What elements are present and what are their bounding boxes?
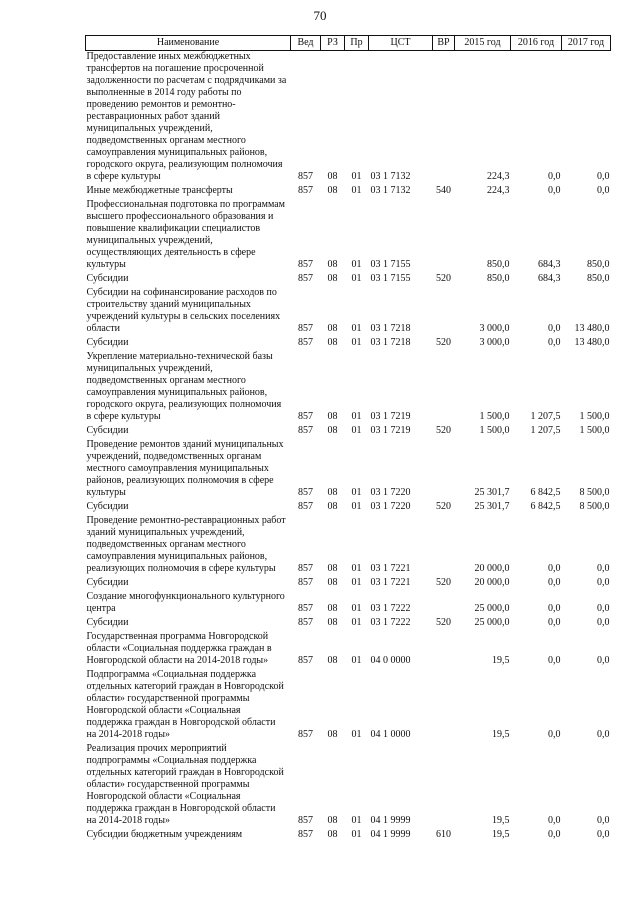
cell-2017: 0,0 — [597, 617, 610, 628]
cell-cst: 03 1 7219 — [370, 411, 411, 422]
cell-2015: 224,3 — [487, 171, 510, 182]
cell-vr: 520 — [436, 425, 451, 436]
cell-2016: 684,3 — [538, 259, 561, 270]
cell-2015: 3 000,0 — [479, 323, 510, 334]
cell-cst: 04 1 0000 — [370, 729, 411, 740]
cell-2017: 0,0 — [597, 185, 610, 196]
cell-2016: 0,0 — [548, 729, 561, 740]
cell-pr: 01 — [351, 487, 362, 498]
cell-2017: 0,0 — [597, 815, 610, 826]
cell-vr: 610 — [436, 829, 451, 840]
cell-rz: 08 — [327, 259, 338, 270]
cell-2017: 0,0 — [597, 829, 610, 840]
header-cst: ЦСТ — [369, 36, 433, 51]
cell-rz: 08 — [327, 729, 338, 740]
cell-2015: 850,0 — [487, 273, 510, 284]
table-row — [86, 351, 611, 425]
cell-2017: 850,0 — [587, 273, 610, 284]
cell-2015: 25 301,7 — [474, 501, 510, 512]
cell-2016: 0,0 — [548, 171, 561, 182]
cell-ved: 857 — [298, 563, 313, 574]
cell-2015: 850,0 — [487, 259, 510, 270]
cell-2017: 0,0 — [597, 655, 610, 666]
cell-cst: 03 1 7222 — [370, 617, 411, 628]
cell-name: Проведение ремонтно-реставрационных работ зданий муниципальных учреждений, подведомственных органам местного самоуправления муниципальных районов, реализующих полномочия в сфере культуры — [86, 515, 286, 574]
cell-rz: 08 — [327, 815, 338, 826]
cell-vr — [433, 287, 455, 337]
cell-ved: 857 — [298, 185, 313, 196]
cell-name: Создание многофункционального культурного центра — [86, 591, 285, 614]
cell-2016: 0,0 — [548, 829, 561, 840]
cell-vr: 540 — [436, 185, 451, 196]
cell-cst: 04 0 0000 — [370, 655, 411, 666]
cell-vr: 520 — [436, 273, 451, 284]
table-body — [86, 51, 611, 844]
cell-name: Субсидии — [86, 273, 129, 284]
table-row — [86, 669, 611, 743]
cell-2016: 0,0 — [548, 323, 561, 334]
cell-ved: 857 — [298, 337, 313, 348]
cell-name: Субсидии — [86, 577, 129, 588]
cell-2015: 19,5 — [492, 829, 510, 840]
header-2017: 2017 год — [562, 36, 611, 51]
cell-vr: 520 — [436, 337, 451, 348]
cell-2015: 25 000,0 — [474, 603, 510, 614]
cell-2017: 0,0 — [597, 577, 610, 588]
cell-2016: 0,0 — [548, 815, 561, 826]
cell-name: Профессиональная подготовка по программам высшего профессионального образования и повышение квалификации специалистов муниципальных учреждений, осуществляющих деятельность в сфере культуры — [86, 199, 286, 270]
cell-rz: 08 — [327, 829, 338, 840]
header-name: Наименование — [86, 36, 291, 51]
cell-ved: 857 — [298, 617, 313, 628]
page-number: 70 — [313, 8, 327, 23]
cell-2016: 6 842,5 — [530, 487, 561, 498]
cell-ved: 857 — [298, 411, 313, 422]
cell-ved: 857 — [298, 815, 313, 826]
cell-name: Иные межбюджетные трансферты — [86, 185, 233, 196]
cell-cst: 03 1 7132 — [370, 171, 411, 182]
cell-name: Государственная программа Новгородской области «Социальная поддержка граждан в Новгородской области на 2014-2018 годы» — [86, 631, 272, 666]
cell-cst: 03 1 7220 — [370, 501, 411, 512]
cell-pr: 01 — [351, 273, 362, 284]
cell-ved: 857 — [298, 603, 313, 614]
cell-pr: 01 — [351, 655, 362, 666]
cell-pr: 01 — [351, 501, 362, 512]
cell-ved: 857 — [298, 273, 313, 284]
cell-rz: 08 — [327, 185, 338, 196]
cell-2015: 25 301,7 — [474, 487, 510, 498]
cell-rz: 08 — [327, 273, 338, 284]
cell-name: Субсидии — [86, 501, 129, 512]
table-row — [86, 631, 611, 669]
cell-2017: 0,0 — [597, 729, 610, 740]
cell-name: Подпрограмма «Социальная поддержка отдельных категорий граждан в Новгородской области» государственной программы Новгородской области «Социальная поддержка граждан в Новгородской области на 2014-2018 годы» — [86, 669, 284, 740]
cell-2015: 1 500,0 — [479, 425, 510, 436]
cell-ved: 857 — [298, 171, 313, 182]
table-row — [86, 337, 611, 351]
header-2016: 2016 год — [511, 36, 562, 51]
table-row — [86, 51, 611, 186]
cell-2016: 1 207,5 — [530, 411, 561, 422]
cell-2016: 1 207,5 — [530, 425, 561, 436]
cell-cst: 04 1 9999 — [370, 829, 411, 840]
cell-2015: 20 000,0 — [474, 563, 510, 574]
cell-pr: 01 — [351, 577, 362, 588]
cell-2017: 1 500,0 — [579, 411, 610, 422]
cell-name: Субсидии — [86, 337, 129, 348]
cell-vr — [433, 199, 455, 273]
budget-table — [85, 35, 611, 843]
table-row — [86, 287, 611, 337]
cell-vr — [433, 631, 455, 669]
cell-name: Реализация прочих мероприятий подпрограммы «Социальная поддержка отдельных категорий граждан в Новгородской области» государственной программы Новгородской области «Социальная поддержка граждан в Новгородской области на 2014-2018 годы» — [86, 743, 284, 826]
cell-rz: 08 — [327, 563, 338, 574]
cell-cst: 03 1 7218 — [370, 323, 411, 334]
cell-ved: 857 — [298, 259, 313, 270]
cell-vr — [433, 591, 455, 617]
cell-rz: 08 — [327, 411, 338, 422]
cell-ved: 857 — [298, 655, 313, 666]
cell-2015: 224,3 — [487, 185, 510, 196]
cell-2017: 0,0 — [597, 603, 610, 614]
table-row — [86, 185, 611, 199]
cell-cst: 03 1 7221 — [370, 577, 411, 588]
cell-rz: 08 — [327, 337, 338, 348]
cell-pr: 01 — [351, 185, 362, 196]
cell-ved: 857 — [298, 487, 313, 498]
table-row — [86, 577, 611, 591]
cell-pr: 01 — [351, 323, 362, 334]
cell-2017: 13 480,0 — [574, 323, 610, 334]
cell-pr: 01 — [351, 829, 362, 840]
cell-pr: 01 — [351, 411, 362, 422]
header-2015: 2015 год — [455, 36, 511, 51]
table-row — [86, 617, 611, 631]
cell-rz: 08 — [327, 487, 338, 498]
header-rz: РЗ — [321, 36, 345, 51]
cell-pr: 01 — [351, 171, 362, 182]
cell-ved: 857 — [298, 323, 313, 334]
cell-cst: 03 1 7220 — [370, 487, 411, 498]
cell-name: Субсидии бюджетным учреждениям — [86, 829, 243, 840]
cell-ved: 857 — [298, 425, 313, 436]
cell-name: Укрепление материально-технической базы муниципальных учреждений, подведомственных органам местного самоуправления муниципальных районов, городского округа, реализующих полномочия в сфере культуры — [86, 351, 282, 422]
table-row — [86, 439, 611, 501]
table-row — [86, 425, 611, 439]
cell-2016: 0,0 — [548, 337, 561, 348]
cell-cst: 03 1 7222 — [370, 603, 411, 614]
cell-ved: 857 — [298, 829, 313, 840]
cell-vr — [433, 515, 455, 577]
cell-2017: 8 500,0 — [579, 501, 610, 512]
header-ved: Вед — [291, 36, 321, 51]
cell-rz: 08 — [327, 577, 338, 588]
cell-rz: 08 — [327, 425, 338, 436]
cell-name: Субсидии — [86, 425, 129, 436]
cell-pr: 01 — [351, 603, 362, 614]
cell-pr: 01 — [351, 337, 362, 348]
cell-2017: 0,0 — [597, 171, 610, 182]
cell-2016: 0,0 — [548, 185, 561, 196]
cell-vr: 520 — [436, 617, 451, 628]
table-row — [86, 273, 611, 287]
table-header-row — [86, 36, 611, 51]
cell-cst: 03 1 7218 — [370, 337, 411, 348]
cell-cst: 03 1 7221 — [370, 563, 411, 574]
cell-rz: 08 — [327, 603, 338, 614]
cell-2017: 1 500,0 — [579, 425, 610, 436]
table-row — [86, 829, 611, 843]
table-row — [86, 501, 611, 515]
cell-2015: 19,5 — [492, 655, 510, 666]
cell-2017: 13 480,0 — [574, 337, 610, 348]
cell-2016: 0,0 — [548, 603, 561, 614]
cell-2017: 850,0 — [587, 259, 610, 270]
cell-vr — [433, 669, 455, 743]
cell-name: Субсидии — [86, 617, 129, 628]
cell-2017: 8 500,0 — [579, 487, 610, 498]
table-row — [86, 591, 611, 617]
cell-2016: 0,0 — [548, 617, 561, 628]
cell-pr: 01 — [351, 729, 362, 740]
cell-rz: 08 — [327, 171, 338, 182]
cell-2016: 0,0 — [548, 655, 561, 666]
cell-rz: 08 — [327, 501, 338, 512]
cell-vr — [433, 439, 455, 501]
cell-cst: 03 1 7219 — [370, 425, 411, 436]
cell-cst: 04 1 9999 — [370, 815, 411, 826]
table-row — [86, 515, 611, 577]
cell-rz: 08 — [327, 655, 338, 666]
cell-vr — [433, 743, 455, 829]
cell-pr: 01 — [351, 617, 362, 628]
cell-2015: 1 500,0 — [479, 411, 510, 422]
table-row — [86, 199, 611, 273]
cell-2015: 19,5 — [492, 729, 510, 740]
table-row — [86, 743, 611, 829]
cell-name: Предоставление иных межбюджетных трансфертов на погашение просроченной задолженности по расчетам с подрядчиками за выполненные в 2014 году работы по проведению ремонтов и ремонтно-реставрационных работ зданий муниципальных учреждений, подведомственных органам местного самоуправления муниципальных районов, городского округа, реализующим полномочия в сфере культуры — [86, 51, 287, 182]
cell-ved: 857 — [298, 501, 313, 512]
cell-2017: 0,0 — [597, 563, 610, 574]
cell-rz: 08 — [327, 617, 338, 628]
cell-name: Проведение ремонтов зданий муниципальных учреждений, подведомственных органам местного самоуправления муниципальных районов, реализующих полномочия в сфере культуры — [86, 439, 284, 498]
cell-cst: 03 1 7155 — [370, 259, 411, 270]
cell-ved: 857 — [298, 577, 313, 588]
cell-2016: 0,0 — [548, 577, 561, 588]
cell-cst: 03 1 7132 — [370, 185, 411, 196]
cell-name: Субсидии на софинансирование расходов по строительству зданий муниципальных учреждений культуры в сельских поселениях области — [86, 287, 281, 334]
cell-pr: 01 — [351, 563, 362, 574]
cell-cst: 03 1 7155 — [370, 273, 411, 284]
cell-2016: 6 842,5 — [530, 501, 561, 512]
cell-2015: 20 000,0 — [474, 577, 510, 588]
cell-2015: 3 000,0 — [479, 337, 510, 348]
cell-pr: 01 — [351, 259, 362, 270]
cell-pr: 01 — [351, 425, 362, 436]
cell-rz: 08 — [327, 323, 338, 334]
cell-vr — [433, 351, 455, 425]
cell-vr: 520 — [436, 501, 451, 512]
cell-2015: 19,5 — [492, 815, 510, 826]
cell-2016: 0,0 — [548, 563, 561, 574]
cell-vr: 520 — [436, 577, 451, 588]
cell-vr — [433, 51, 455, 186]
cell-pr: 01 — [351, 815, 362, 826]
cell-2016: 684,3 — [538, 273, 561, 284]
header-vr: ВР — [433, 36, 455, 51]
header-pr: Пр — [345, 36, 369, 51]
cell-ved: 857 — [298, 729, 313, 740]
cell-2015: 25 000,0 — [474, 617, 510, 628]
